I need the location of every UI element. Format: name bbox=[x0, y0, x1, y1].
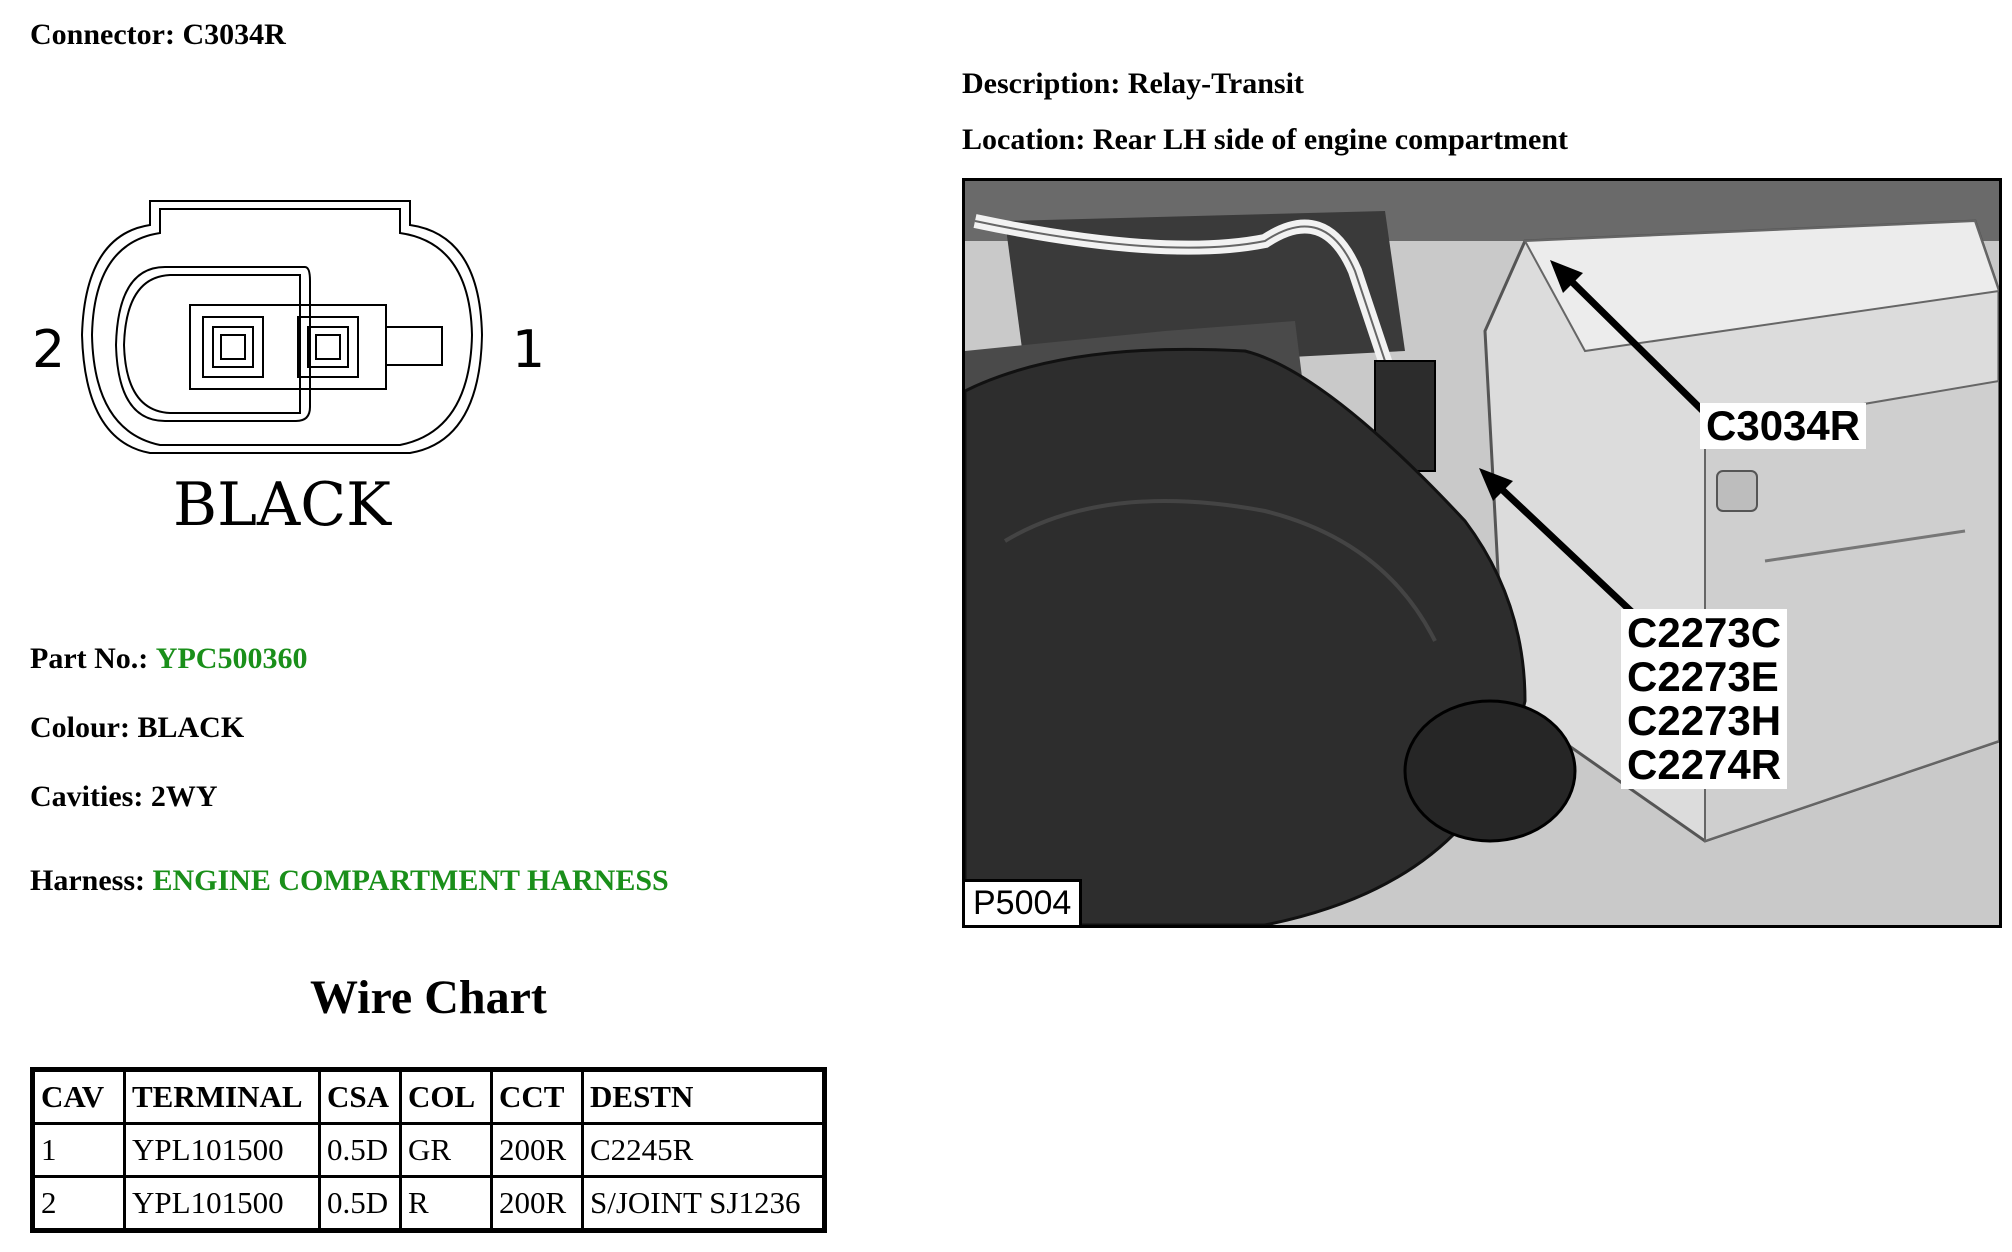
pin-2-label: 2 bbox=[32, 320, 66, 380]
connector-face-diagram bbox=[20, 185, 560, 555]
callout-connector-group bbox=[1621, 609, 1787, 789]
engine-bay-illustration bbox=[965, 181, 1999, 925]
callout-c3034r: C3034R bbox=[1700, 403, 1866, 449]
cell-col: GR bbox=[401, 1124, 492, 1177]
harness-label: Harness: bbox=[30, 864, 145, 897]
part-no-label: Part No.: bbox=[30, 642, 149, 675]
header-col: COL bbox=[401, 1070, 492, 1124]
cell-col: R bbox=[401, 1177, 492, 1231]
table-row bbox=[33, 1177, 825, 1231]
location-label: Location: bbox=[962, 123, 1086, 156]
cavities-label: Cavities: bbox=[30, 780, 144, 813]
cell-cav: 2 bbox=[33, 1177, 125, 1231]
header-destn: DESTN bbox=[583, 1070, 825, 1124]
diagram-color-label: BLACK bbox=[173, 470, 391, 540]
photo-ref-label: P5004 bbox=[965, 879, 1082, 925]
location-field bbox=[962, 123, 1568, 157]
cell-cct: 200R bbox=[492, 1124, 583, 1177]
wire-chart-title: Wire Chart bbox=[310, 971, 547, 1024]
description-value: Relay-Transit bbox=[1127, 67, 1304, 100]
table-header-row bbox=[33, 1070, 825, 1124]
cell-terminal: YPL101500 bbox=[125, 1124, 320, 1177]
cell-terminal: YPL101500 bbox=[125, 1177, 320, 1231]
cell-csa: 0.5D bbox=[320, 1177, 401, 1231]
part-no-field bbox=[30, 642, 307, 676]
cell-destn: C2245R bbox=[583, 1124, 825, 1177]
header-cav: CAV bbox=[33, 1070, 125, 1124]
cell-destn: S/JOINT SJ1236 bbox=[583, 1177, 825, 1231]
table-row bbox=[33, 1124, 825, 1177]
colour-value: BLACK bbox=[137, 711, 245, 744]
callout-line: C2273H bbox=[1627, 697, 1782, 744]
cavities-field bbox=[30, 780, 217, 814]
location-value: Rear LH side of engine compartment bbox=[1092, 123, 1569, 156]
connector-label: Connector: bbox=[30, 18, 175, 51]
harness-link[interactable]: ENGINE COMPARTMENT HARNESS bbox=[152, 864, 669, 897]
description-label: Description: bbox=[962, 67, 1121, 100]
part-no-link[interactable]: YPC500360 bbox=[155, 642, 308, 675]
description-field bbox=[962, 67, 1304, 101]
colour-field bbox=[30, 711, 244, 745]
header-csa: CSA bbox=[320, 1070, 401, 1124]
cavities-value: 2WY bbox=[150, 780, 218, 813]
location-photo bbox=[962, 178, 2002, 928]
wire-chart-table bbox=[30, 1067, 827, 1233]
callout-line: C2273C bbox=[1627, 609, 1782, 656]
callout-line: C2273E bbox=[1627, 653, 1779, 700]
header-terminal: TERMINAL bbox=[125, 1070, 320, 1124]
colour-label: Colour: bbox=[30, 711, 130, 744]
callout-line: C2274R bbox=[1627, 741, 1782, 788]
harness-field bbox=[30, 864, 669, 898]
cell-cct: 200R bbox=[492, 1177, 583, 1231]
connector-value: C3034R bbox=[182, 18, 286, 51]
cell-csa: 0.5D bbox=[320, 1124, 401, 1177]
cell-cav: 1 bbox=[33, 1124, 125, 1177]
connector-field bbox=[30, 18, 286, 52]
pin-1-label: 1 bbox=[512, 320, 546, 380]
header-cct: CCT bbox=[492, 1070, 583, 1124]
